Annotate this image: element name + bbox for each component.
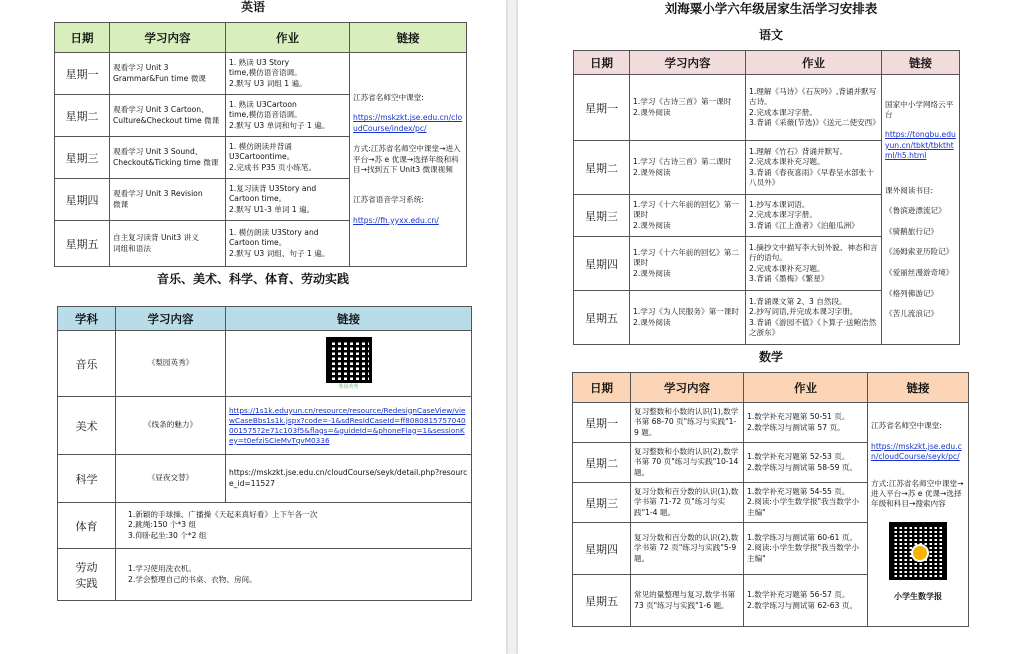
subject-cell: 科学	[58, 455, 116, 503]
content-cell: 1.学习《古诗三首》第一课时 2.课外阅读	[630, 75, 746, 141]
chinese-table	[573, 50, 960, 345]
homework-cell: 1.理解《竹石》背诵并默写。 2.完成本课补充习题。 3.背诵《春夜喜雨》《早春呈水部张十八员外》	[746, 141, 882, 195]
homework-cell: 1.数学补充习题第 54-55 页。 2.阅读:小学生数学报"我当数学小主编"	[744, 483, 868, 523]
table-row	[58, 331, 472, 397]
header-content: 学习内容	[630, 51, 746, 75]
main-title: 刘海粟小学六年级居家生活学习安排表	[664, 1, 878, 16]
homework-cell: 1.数学补充习题第 50-51 页。 2.数学练习与测试第 57 页。	[744, 403, 868, 443]
english-link-url-2[interactable]: https://fh.yyxx.edu.cn/	[353, 215, 439, 225]
day-cell: 星期四	[55, 179, 110, 221]
day-cell: 星期五	[573, 575, 631, 627]
math-link-url[interactable]: https://mskzkt.jse.edu.cn/cloudCourse/seyk/pc/	[871, 441, 962, 462]
table-row	[55, 53, 467, 95]
day-cell: 星期四	[574, 237, 630, 291]
header-link: 链接	[226, 307, 472, 331]
homework-cell: 1. 熟读 U3Cartoon time,模仿语音语调。 2.默写 U3 单词和句子 1 遍。	[226, 95, 350, 137]
header-homework: 作业	[226, 23, 350, 53]
content-cell: 《梨园英秀》	[116, 331, 226, 397]
homework-cell: 1.背诵课文第 2、3 自然段。 2.抄写词语,并完成本课习字册。 3.背诵《游园不值》《卜算子·送鲍浩然之浙东》	[746, 291, 882, 345]
day-cell: 星期二	[55, 95, 110, 137]
chinese-title: 语文	[758, 28, 783, 42]
qr-caption: 梨园英秀	[338, 384, 359, 390]
math-title: 数学	[758, 350, 783, 364]
day-cell: 星期三	[573, 483, 631, 523]
content-cell: 1.学习《为人民服务》第一课时 2.课外阅读	[630, 291, 746, 345]
table-row	[573, 403, 969, 443]
day-cell: 星期二	[573, 443, 631, 483]
qr-caption: 小学生数学报	[894, 592, 942, 602]
table-row	[58, 549, 472, 601]
book-item: 《骑鹅旅行记》	[885, 226, 939, 236]
homework-cell: 1.理解《马诗》《石灰吟》,背诵并默写古诗。 2.完成本课习字册。 3.背诵《采薇(节选)》《送元二使安西》	[746, 75, 882, 141]
homework-cell: 1.抄写本课词语。 2.完成本课习字册。 3.背诵《江上渔者》《泊船瓜洲》	[746, 195, 882, 237]
labor-content-cell: 1.学习使用洗衣机。 2.学会整理自己的书桌、衣物、房间。	[116, 549, 472, 601]
day-cell: 星期三	[574, 195, 630, 237]
content-cell: 《线条的魅力》	[116, 397, 226, 455]
day-cell: 星期一	[55, 53, 110, 95]
book-item: 《苦儿流浪记》	[885, 309, 939, 319]
header-content: 学习内容	[116, 307, 226, 331]
header-subject: 学科	[58, 307, 116, 331]
day-cell: 星期一	[573, 403, 631, 443]
subject-cell: 体育	[58, 503, 116, 549]
homework-cell: 1. 熟读 U3 Story time,模仿语音语调。 2.默写 U3 词组 1 遍。	[226, 53, 350, 95]
english-header-row	[55, 23, 467, 53]
header-homework: 作业	[744, 373, 868, 403]
content-cell: 1.学习《十六年前的回忆》第二课时 2.课外阅读	[630, 237, 746, 291]
homework-cell: 1.数学补充习题第 56-57 页。 2.数学练习与测试第 62-63 页。	[744, 575, 868, 627]
link-label: 江苏省名师空中课堂:	[353, 92, 424, 102]
chinese-link-cell	[882, 75, 960, 345]
chinese-link-url[interactable]: https://tongbu.eduyun.cn/tbkt/tbkthtml/h5.html	[885, 130, 956, 161]
content-cell: 1.学习《古诗三首》第二课时 2.课外阅读	[630, 141, 746, 195]
link-instructions: 方式:江苏省名师空中课堂→进入平台→苏 e 优课→选择年级和科目→找到五下 Unit3 微课视频	[353, 144, 461, 174]
book-item: 《汤姆索亚历险记》	[885, 247, 954, 257]
link-label: 江苏省名师空中课堂:	[871, 421, 942, 431]
homework-cell: 1.数学补充习题第 52-53 页。 2.数学练习与测试第 58-59 页。	[744, 443, 868, 483]
math-link-cell	[868, 403, 969, 627]
subject-cell: 劳动 实践	[58, 549, 116, 601]
header-date: 日期	[55, 23, 110, 53]
table-row	[58, 503, 472, 549]
arts-header-row	[58, 307, 472, 331]
pe-content-cell: 1.新颖的手球操、广播操《天起来真好看》上下午各一次 2.跳绳:150 个*3 组 3.仰卧起坐:30 个*2 组	[116, 503, 472, 549]
content-cell: 《昼夜交替》	[116, 455, 226, 503]
content-cell: 复习分数和百分数的认识(1),数学书第 71-72 页"练习与实践"1-4 题。	[631, 483, 744, 523]
qr-code-icon[interactable]	[326, 337, 372, 383]
link-instructions: 方式:江苏省名师空中课堂→进入平台→苏 e 优课→选择年级和科目→搜索内容	[871, 478, 964, 509]
book-item: 《爱丽丝漫游奇境》	[885, 267, 954, 277]
content-cell: 1.学习《十六年前的回忆》第一课时 2.课外阅读	[630, 195, 746, 237]
subject-cell: 音乐	[58, 331, 116, 397]
homework-cell: 1.摘抄文中描写李大钊外貌、神态和言行的语句。 2.完成本课补充习题。 3.背诵《墨梅》《繁星》	[746, 237, 882, 291]
content-cell: 自主复习读背 Unit3 讲义 词组和语法	[110, 221, 226, 267]
english-link-url[interactable]: https://mskzkt.jse.edu.cn/cloudCourse/index/pc/	[353, 113, 463, 133]
content-cell: 观看学习 Unit 3 Sound、 Checkout&Ticking time 微课	[110, 137, 226, 179]
table-row	[58, 455, 472, 503]
day-cell: 星期一	[574, 75, 630, 141]
content-cell: 复习整数和小数的认识(1),数学书第 68-70 页"练习与实践"1-9 题。	[631, 403, 744, 443]
music-link-cell	[226, 331, 472, 397]
right-page	[518, 0, 1024, 654]
day-cell: 星期三	[55, 137, 110, 179]
day-cell: 星期二	[574, 141, 630, 195]
art-link-url[interactable]: https://1s1k.eduyun.cn/resource/resource/RedesignCaseView/viewCaseBbs1s1k.jspx?code=-1&sdResIdCaseId=ff8080815757040001575?2e71c103f5&flags=&guideId=&phoneFlag=1&sessionKey=t0efziSCIeMvTqvM0336	[226, 397, 472, 455]
homework-cell: 1.数学练习与测试第 60-61 页。 2.阅读:小学生数学报"我当数学小主编"	[744, 523, 868, 575]
table-row	[574, 75, 960, 141]
science-link-url[interactable]: https://mskzkt.jse.edu.cn/cloudCourse/seyk/detail.php?resource_id=11527	[226, 455, 472, 503]
link-label-2: 江苏省语音学习系统:	[353, 195, 424, 205]
arts-title: 音乐、美术、科学、体育、劳动实践	[156, 272, 349, 286]
day-cell: 星期五	[574, 291, 630, 345]
header-link: 链接	[350, 23, 467, 53]
book-item: 《格列佛游记》	[885, 288, 939, 298]
qr-logo-icon	[911, 544, 929, 562]
math-table	[572, 372, 969, 627]
content-cell: 观看学习 Unit 3 Revision 微课	[110, 179, 226, 221]
header-date: 日期	[574, 51, 630, 75]
link-label: 国家中小学网络云平台	[885, 99, 954, 119]
header-homework: 作业	[746, 51, 882, 75]
english-table	[54, 22, 467, 267]
table-row	[58, 397, 472, 455]
subject-cell: 美术	[58, 397, 116, 455]
qr-code-icon[interactable]	[889, 522, 947, 580]
day-cell: 星期五	[55, 221, 110, 267]
content-cell: 观看学习 Unit 3 Cartoon、 Culture&Checkout time 微课	[110, 95, 226, 137]
header-content: 学习内容	[631, 373, 744, 403]
english-title: 英语	[240, 0, 265, 14]
homework-cell: 1. 模仿朗读并背诵 U3Cartoontime。 2.完成书 P35 页小练笔。	[226, 137, 350, 179]
math-header-row	[573, 373, 969, 403]
day-cell: 星期四	[573, 523, 631, 575]
left-page	[0, 0, 506, 654]
chinese-header-row	[574, 51, 960, 75]
book-item: 《鲁滨逊漂流记》	[885, 206, 946, 216]
reading-title: 课外阅读书目:	[885, 185, 934, 195]
header-link: 链接	[868, 373, 969, 403]
header-date: 日期	[573, 373, 631, 403]
homework-cell: 1.复习读背 U3Story and Cartoon time。 2.默写 U1-3 单词 1 遍。	[226, 179, 350, 221]
content-cell: 复习分数和百分数的认识(2),数学书第 72 页"练习与实践"5-9 题。	[631, 523, 744, 575]
homework-cell: 1. 模仿朗读 U3Story and Cartoon time。 2.默写 U3 词组、句子 1 遍。	[226, 221, 350, 267]
arts-table	[57, 306, 472, 601]
english-link-cell	[350, 53, 467, 267]
content-cell: 复习整数和小数的认识(2),数学书第 70 页"练习与实践"10-14 题。	[631, 443, 744, 483]
content-cell: 观看学习 Unit 3 Grammar&Fun time 微课	[110, 53, 226, 95]
header-link: 链接	[882, 51, 960, 75]
content-cell: 常见的量整理与复习,数学书第 73 页"练习与实践"1-6 题。	[631, 575, 744, 627]
header-content: 学习内容	[110, 23, 226, 53]
